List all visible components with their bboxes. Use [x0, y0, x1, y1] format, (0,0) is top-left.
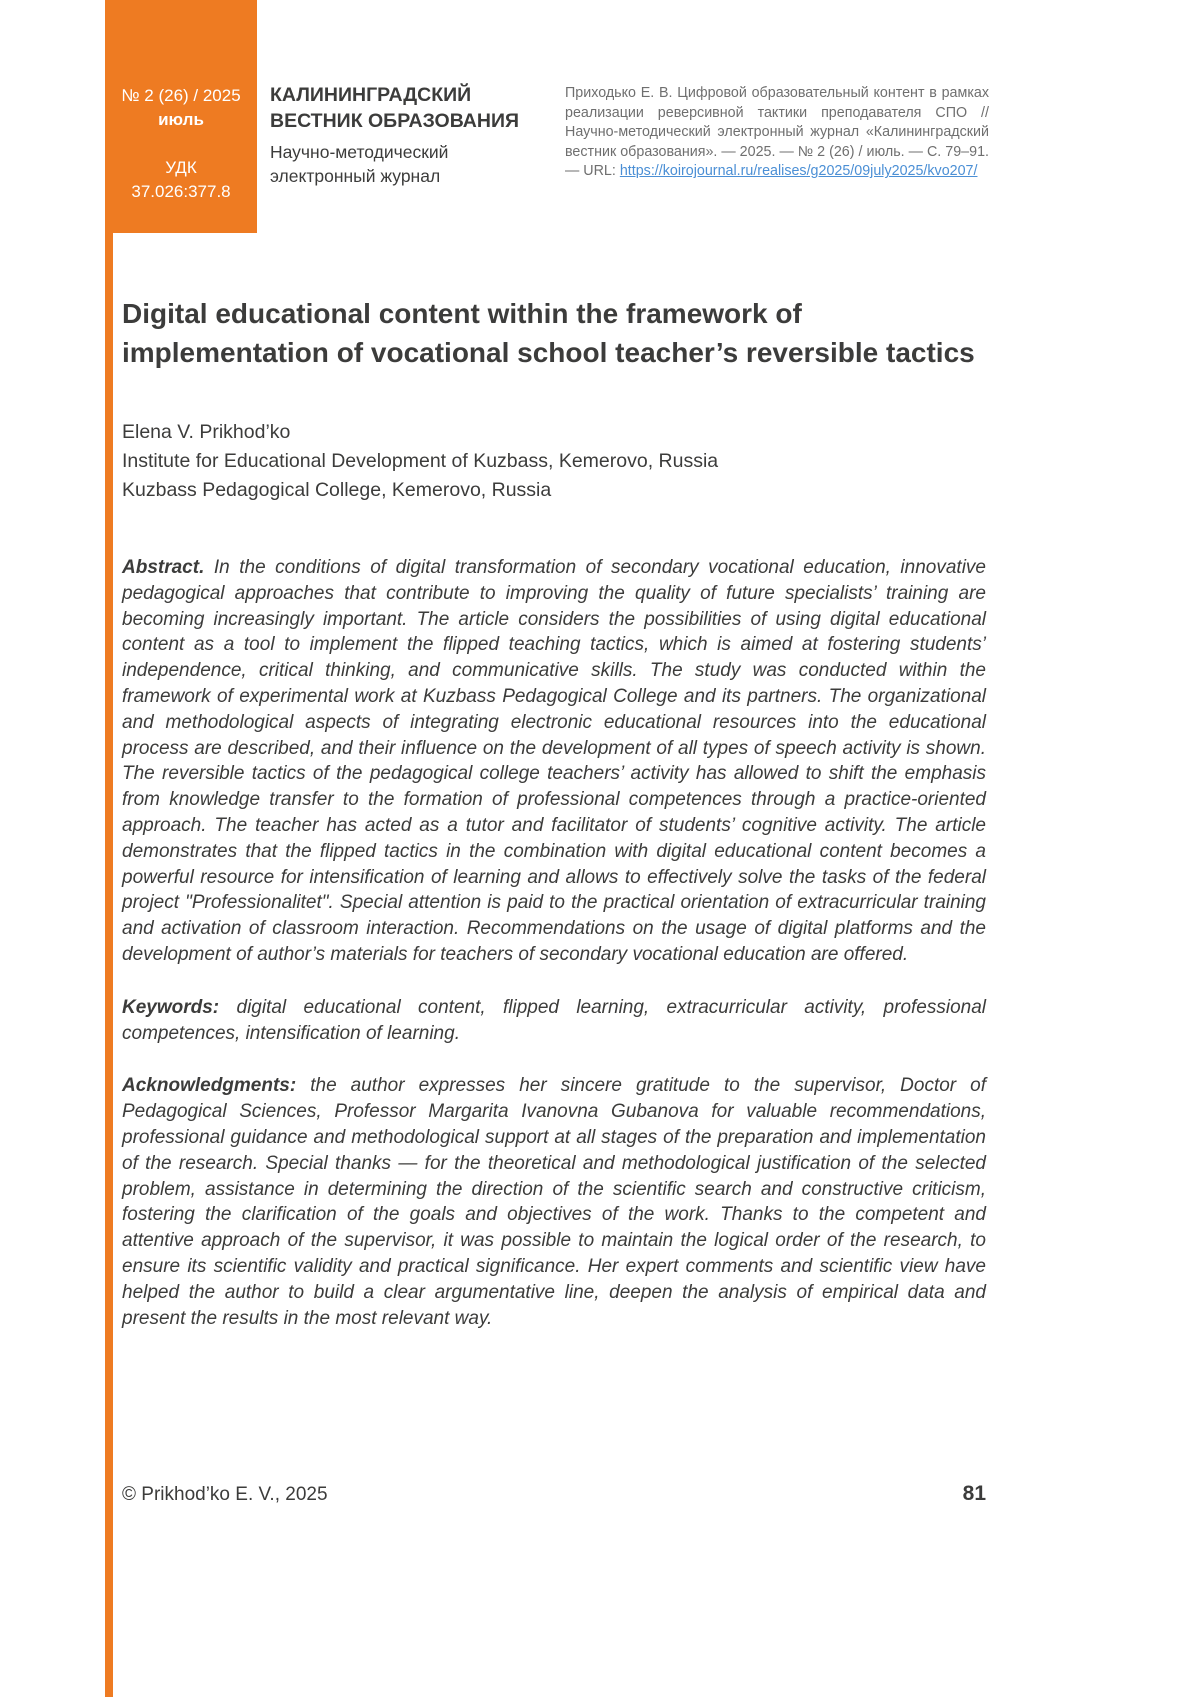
- abstract-text: In the conditions of digital transformation of secondary vocational education, innovative pedagogical approaches that contribute to improving the quality of future specialists’ training are becoming increasingly important. The article considers the possibilities of using digital educational content as a tool to implement the flipped teaching tactics, which is aimed at fostering students’ independence, critical thinking, and communicative skills. The study was conducted within the framework of experimental work at Kuzbass Pedagogical College and its partners. The organizational and methodological aspects of integrating electronic educational resources into the educational process are described, and their influence on the development of all types of speech activity is shown. The reversible tactics of the pedagogical college teachers’ activity has allowed to shift the emphasis from knowledge transfer to the formation of professional competences through a practice-oriented approach. The teacher has acted as a tutor and facilitator of students’ cognitive activity. The article demonstrates that the flipped tactics in the combination with digital educational content becomes a powerful resource for intensification of learning and allows to effectively solve the tasks of the federal project "Professionalitet". Special attention is paid to the practical orientation of extracurricular training and activation of classroom interaction. Recommendations on the usage of digital platforms and the development of author’s materials for teachers of secondary vocational education are offered.: [122, 557, 986, 965]
- journal-title-line2: ВЕСТНИК ОБРАЗОВАНИЯ: [270, 110, 520, 132]
- journal-block: [270, 82, 519, 188]
- acknowledgments-text: the author expresses her sincere gratitude to the supervisor, Doctor of Pedagogical Sciences, Professor Margarita Ivanovna Gubanova for valuable recommendations, professional guidance and methodological support at all stages of the preparation and implementation of the research. Special thanks — for the theoretical and methodological justification of the selected problem, assistance in determining the direction of the scientific search and constructive criticism, fostering the clarification of the goals and objectives of the work. Thanks to the competent and attentive approach of the supervisor, it was possible to maintain the logical order of the research, to ensure its scientific validity and practical significance. Her expert comments and scientific view have helped the author to build a clear argumentative line, deepen the analysis of empirical data and present the results in the most relevant way.: [122, 1075, 986, 1329]
- article: [122, 294, 986, 1358]
- citation-url-link[interactable]: https://koirojournal.ru/realises/g2025/09july2025/kvo207/: [619, 163, 978, 180]
- journal-subtitle: [270, 140, 519, 188]
- journal-subtitle-line1: Научно-методический: [270, 142, 449, 162]
- author-affiliation-2: Kuzbass Pedagogical College, Kemerovo, Russia: [122, 479, 552, 501]
- keywords: [122, 995, 986, 1047]
- accent-bar: [105, 0, 113, 1697]
- journal-title: [270, 82, 519, 134]
- author-name: Elena V. Prikhod’ko: [122, 421, 291, 443]
- article-title: Digital educational content within the framework of implementation of vocational school teacher’s reversible tactics: [122, 298, 975, 368]
- acknowledgments-label: Acknowledgments:: [122, 1075, 297, 1097]
- issue-box: [105, 0, 257, 233]
- citation-block: [565, 84, 989, 182]
- journal-subtitle-line2: электронный журнал: [270, 166, 441, 186]
- author-block: [122, 418, 986, 505]
- author-affiliation-1: Institute for Educational Development of Kuzbass, Kemerovo, Russia: [122, 450, 719, 472]
- abstract-label: Abstract.: [122, 557, 205, 578]
- issue-number: № 2 (26) / 2025: [121, 86, 241, 105]
- journal-title-line1: КАЛИНИНГРАДСКИЙ: [270, 84, 472, 106]
- keywords-label: Keywords:: [122, 996, 220, 1018]
- acknowledgments: [122, 1073, 986, 1331]
- page-footer: [122, 1482, 986, 1506]
- issue-month: июль: [158, 110, 204, 129]
- abstract: [122, 555, 986, 968]
- udk-value: 37.026:377.8: [131, 182, 231, 201]
- citation-text: Приходько Е. В. Цифровой образовательный контент в рамках реализации реверсивной тактики преподавателя СПО // Научно-методический электронный журнал «Калининградский вестник образования». — 2025. — № 2 (26) / июль. — С. 79–91. — URL:: [565, 85, 989, 180]
- udk-block: [105, 156, 257, 204]
- keywords-text: digital educational content, flipped learning, extracurricular activity, professional competences, intensification of learning.: [122, 996, 987, 1044]
- udk-label: УДК: [165, 158, 197, 177]
- page-number: 81: [962, 1482, 986, 1505]
- copyright-notice: © Prikhod’ko E. V., 2025: [122, 1484, 328, 1505]
